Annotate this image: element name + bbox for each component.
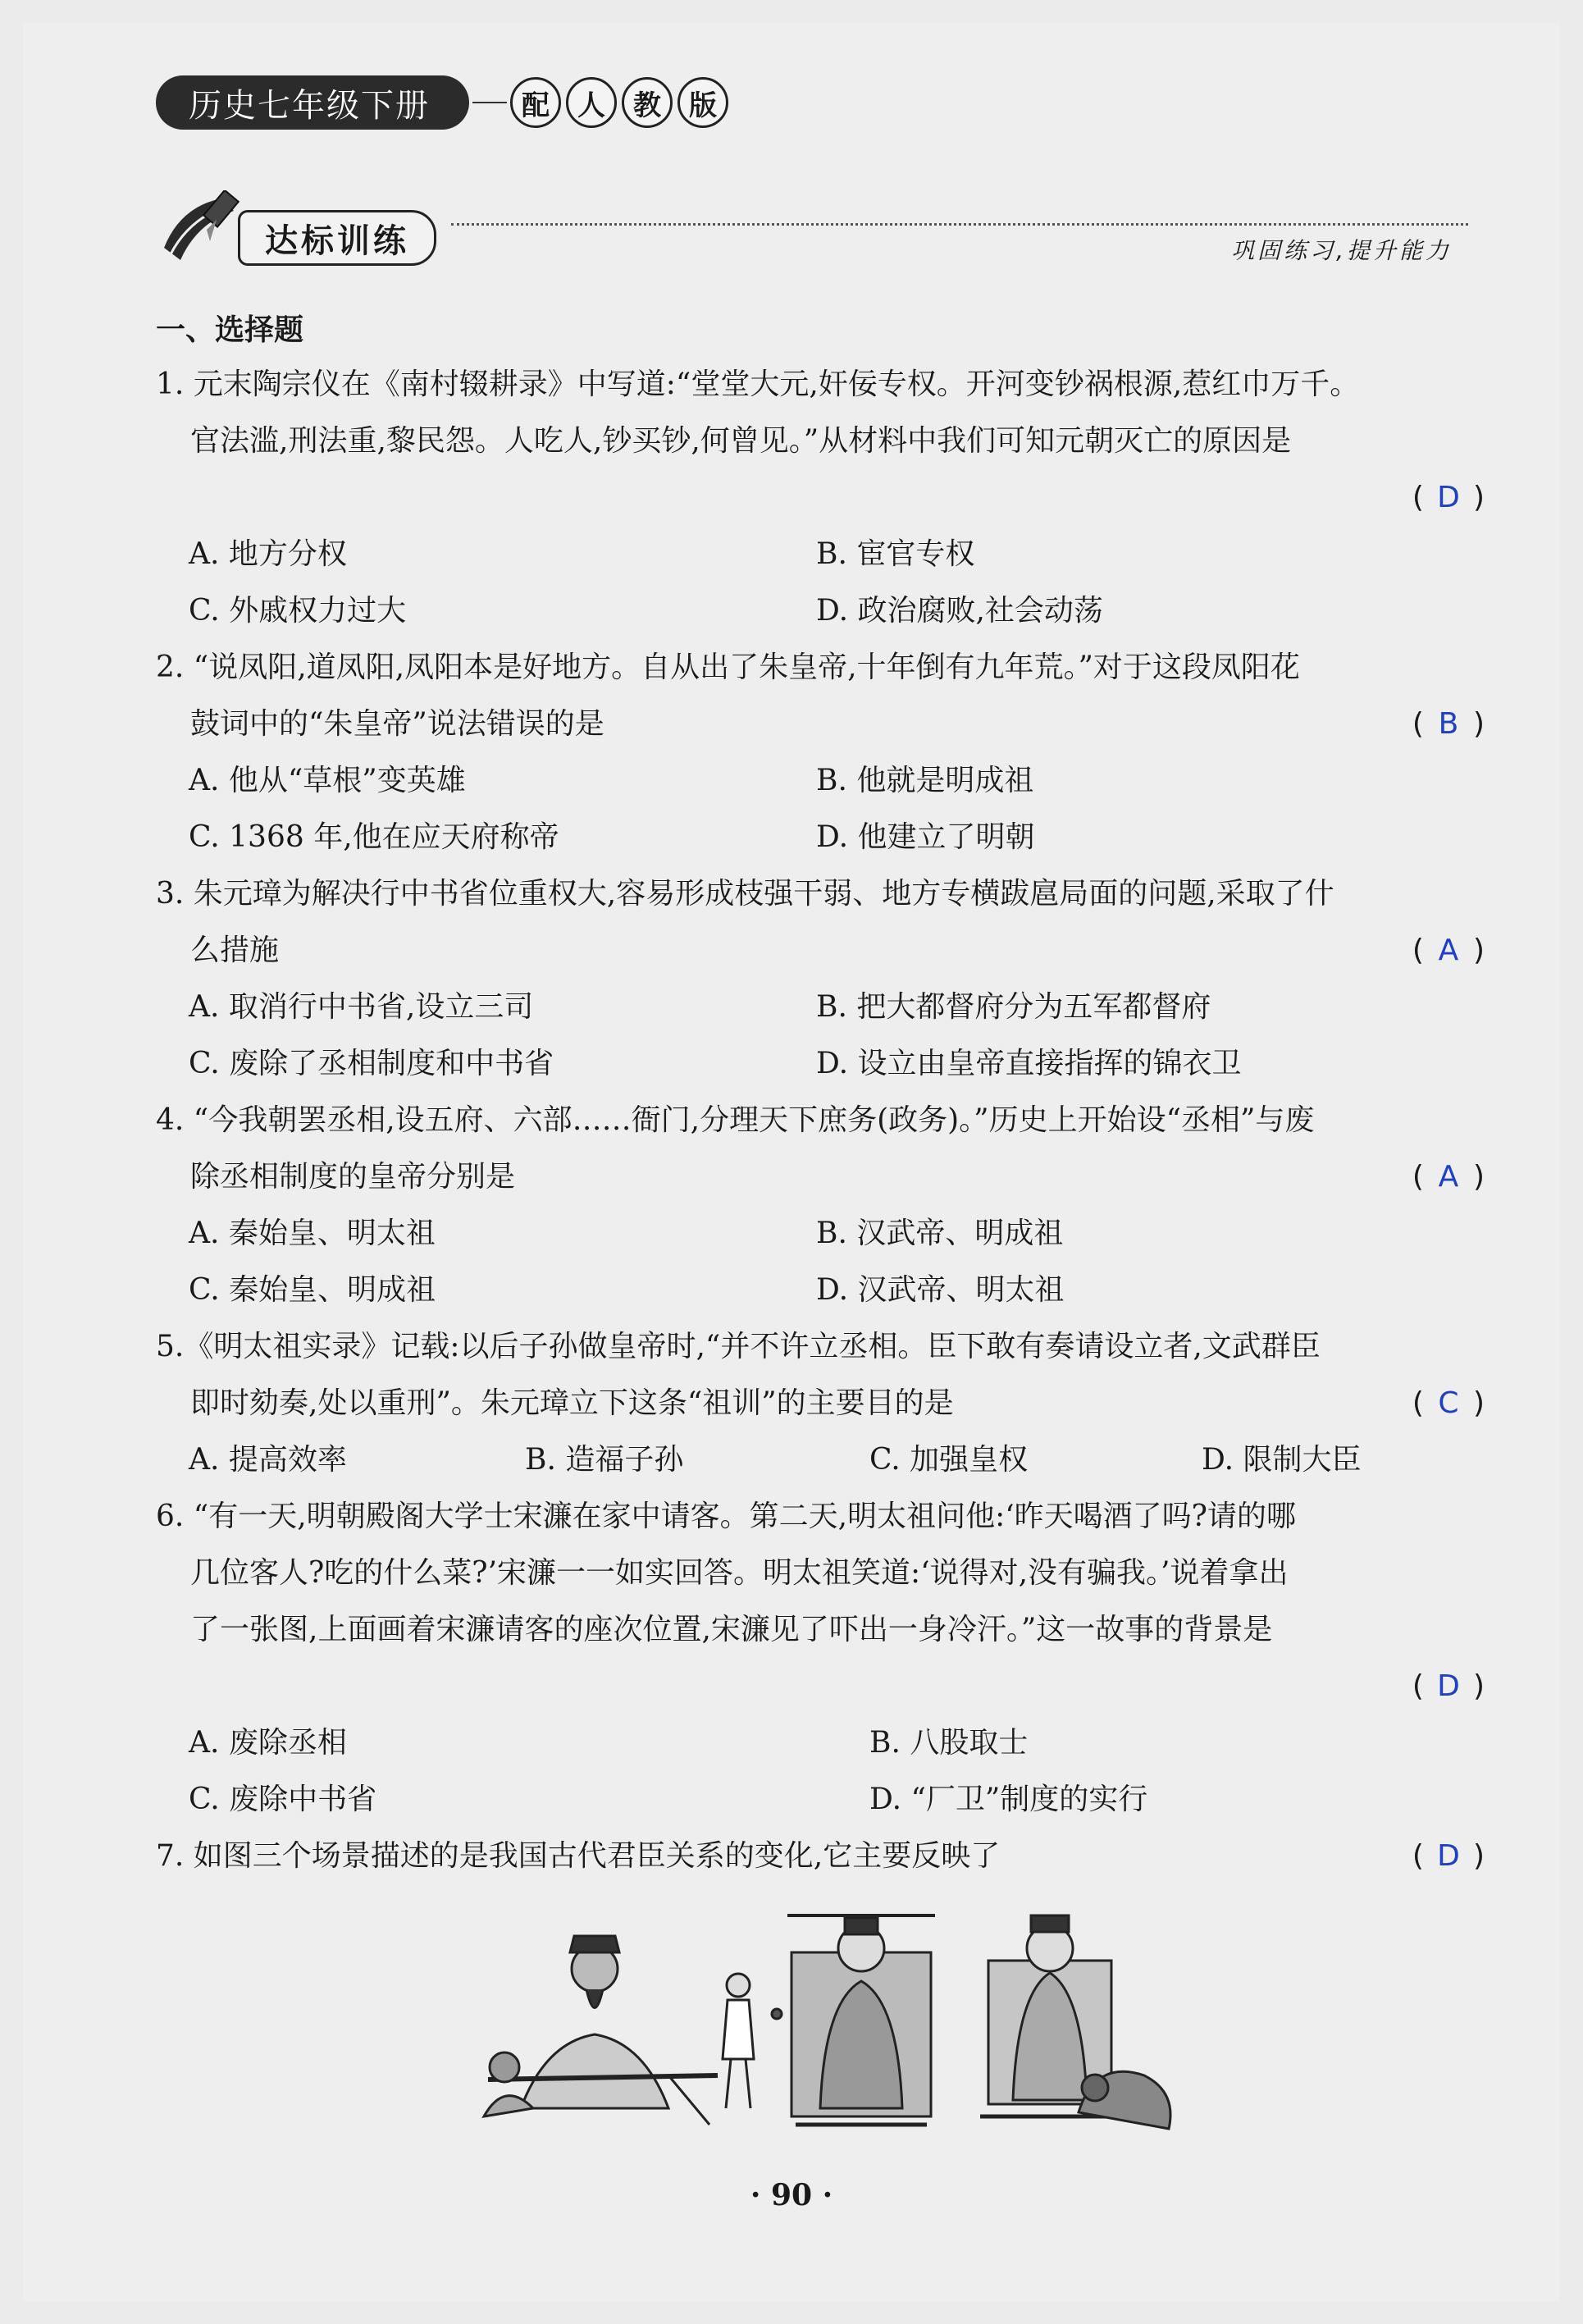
- answer-bracket: [1412, 696, 1485, 752]
- option: B. 汉武帝、明成祖: [816, 1217, 1064, 1250]
- question-text: 6. “有一天,明朝殿阁大学士宋濂在家中请客。第二天,明太祖问他:‘昨天喝酒了吗?请的哪: [156, 1500, 1296, 1533]
- answer-paren-close: ): [1472, 707, 1485, 741]
- edition-badges: [510, 77, 728, 128]
- section-banner: [156, 190, 1468, 281]
- answer-paren-close: ): [1472, 1839, 1485, 1873]
- question-text: 了一张图,上面画着宋濂请客的座次位置,宋濂见了吓出一身冷汗。”这一故事的背景是: [190, 1613, 1273, 1646]
- question-item: [156, 639, 1485, 865]
- question-text: 3. 朱元璋为解决行中书省位重权大,容易形成枝强干弱、地方专横跋扈局面的问题,采取了什: [156, 877, 1334, 911]
- option: A. 秦始皇、明太祖: [189, 1217, 436, 1250]
- question-text: 即时劾奏,处以重刑”。朱元璋立下这条“祖训”的主要目的是 ( C ): [156, 1375, 1485, 1431]
- scene-3-icon: [980, 1915, 1170, 2129]
- book-header: [156, 74, 728, 131]
- option-row: [156, 809, 1485, 865]
- question-item: [156, 1318, 1485, 1488]
- answer-letter: A: [1438, 1160, 1459, 1194]
- answer-paren-close: ): [1472, 1669, 1485, 1703]
- option-row: [156, 1431, 1485, 1488]
- option: B. 造福子孙: [525, 1443, 684, 1477]
- question-text: 几位客人?吃的什么菜?’宋濂一一如实回答。明太祖笑道:‘说得对,没有骗我。’说着拿出: [190, 1556, 1289, 1590]
- banner-label: 达标训练: [238, 210, 436, 266]
- answer-paren-open: (: [1412, 1386, 1424, 1420]
- question-item: [156, 356, 1485, 639]
- option: A. 他从“草根”变英雄: [189, 764, 466, 797]
- option: A. 废除丞相: [189, 1726, 347, 1760]
- question-text: 鼓词中的“朱皇帝”说法错误的是 ( B ): [156, 696, 1485, 752]
- option-row: [156, 979, 1485, 1035]
- option: B. 他就是明成祖: [816, 764, 1034, 797]
- option: D. 限制大臣: [1202, 1443, 1362, 1477]
- answer-paren-close: ): [1472, 934, 1485, 967]
- answer-bracket: [1412, 1148, 1485, 1205]
- option: D. 他建立了明朝: [816, 820, 1035, 854]
- option: C. 加强皇权: [869, 1443, 1029, 1477]
- option: D. 政治腐败,社会动荡: [816, 594, 1103, 628]
- answer-bracket: [1412, 469, 1485, 526]
- edition-char: 教: [622, 77, 673, 128]
- option: B. 宦官专权: [816, 537, 975, 571]
- question-text: 5.《明太祖实录》记载:以后子孙做皇帝时,“并不许立丞相。臣下敢有奏请设立者,文武群臣: [156, 1330, 1321, 1363]
- scene-1-icon: [484, 1936, 718, 2125]
- option-row: [156, 1714, 1485, 1771]
- answer-paren-close: ): [1472, 1386, 1485, 1420]
- answer-bracket: [1412, 1375, 1485, 1431]
- option: C. 1368 年,他在应天府称帝: [189, 820, 559, 854]
- question-text: 么措施 ( A ): [156, 922, 1485, 979]
- option-row: [156, 1262, 1485, 1318]
- option: C. 外戚权力过大: [189, 594, 407, 628]
- option: C. 废除了丞相制度和中书省: [189, 1047, 554, 1080]
- option: C. 废除中书省: [189, 1783, 377, 1816]
- scene-2-icon: [723, 1915, 935, 2125]
- header-connector: [472, 102, 507, 103]
- question-text: 除丞相制度的皇帝分别是 ( A ): [156, 1148, 1485, 1205]
- banner-subtitle: 巩固练习,提升能力: [1231, 237, 1452, 264]
- option-row: [156, 582, 1485, 639]
- answer-paren-close: ): [1472, 481, 1485, 514]
- option-row: [156, 1771, 1485, 1828]
- question-text: 4. “今我朝罢丞相,设五府、六部……衙门,分理天下庶务(政务)。”历史上开始设“丞相”与废: [156, 1103, 1315, 1137]
- answer-paren-open: (: [1412, 481, 1424, 514]
- pencil-icon: [156, 190, 246, 272]
- option: A. 地方分权: [189, 537, 347, 571]
- monarch-minister-illustration: [472, 1903, 1193, 2149]
- page-number: · 90 ·: [750, 2178, 833, 2212]
- option-row: [156, 1205, 1485, 1262]
- option-row: [156, 526, 1485, 582]
- answer-letter: D: [1437, 481, 1460, 514]
- answer-bracket: [1412, 922, 1485, 979]
- question-text: 7. 如图三个场景描述的是我国古代君臣关系的变化,它主要反映了 ( D ): [156, 1828, 1485, 1884]
- answer-letter: D: [1437, 1669, 1460, 1703]
- option: B. 八股取士: [869, 1726, 1029, 1760]
- option-row: [156, 1035, 1485, 1092]
- option: D. 汉武帝、明太祖: [816, 1273, 1065, 1307]
- option: B. 把大都督府分为五军都督府: [816, 990, 1211, 1024]
- answer-letter: C: [1438, 1386, 1459, 1420]
- edition-char: 版: [677, 77, 728, 128]
- answer-letter: B: [1438, 707, 1459, 741]
- option: D. 设立由皇帝直接指挥的锦衣卫: [816, 1047, 1242, 1080]
- question-item: [156, 1092, 1485, 1318]
- answer-bracket: [1412, 1828, 1485, 1884]
- question-text: 2. “说凤阳,道凤阳,凤阳本是好地方。自从出了朱皇帝,十年倒有九年荒。”对于这段凤阳花: [156, 651, 1300, 684]
- question-text: 官法滥,刑法重,黎民怨。人吃人,钞买钞,何曾见。”从材料中我们可知元朝灭亡的原因是: [190, 424, 1292, 458]
- answer-paren-open: (: [1412, 1160, 1424, 1194]
- question-item: [156, 865, 1485, 1092]
- answer-letter: A: [1438, 934, 1459, 967]
- section-title: 一、选择题: [156, 313, 304, 347]
- answer-bracket: [1412, 1658, 1485, 1714]
- answer-row: [156, 1658, 1485, 1714]
- banner-divider: [451, 223, 1468, 226]
- question-text: 1. 元末陶宗仪在《南村辍耕录》中写道:“堂堂大元,奸佞专权。开河变钞祸根源,惹红巾万千。: [156, 368, 1360, 401]
- option: C. 秦始皇、明成祖: [189, 1273, 436, 1307]
- answer-paren-open: (: [1412, 1839, 1424, 1873]
- answer-paren-open: (: [1412, 1669, 1424, 1703]
- answer-paren-close: ): [1472, 1160, 1485, 1194]
- edition-char: 配: [510, 77, 561, 128]
- option: A. 取消行中书省,设立三司: [189, 990, 534, 1024]
- question-item: [156, 1828, 1485, 1884]
- option: D. “厂卫”制度的实行: [869, 1783, 1148, 1816]
- edition-char: 人: [566, 77, 617, 128]
- option-row: [156, 752, 1485, 809]
- answer-paren-open: (: [1412, 707, 1424, 741]
- book-title: 历史七年级下册: [156, 75, 469, 130]
- option: A. 提高效率: [189, 1443, 347, 1477]
- answer-letter: D: [1437, 1839, 1460, 1873]
- question-item: [156, 1488, 1485, 1828]
- question-list: [156, 305, 1485, 1884]
- answer-paren-open: (: [1412, 934, 1424, 967]
- answer-row: [156, 469, 1485, 526]
